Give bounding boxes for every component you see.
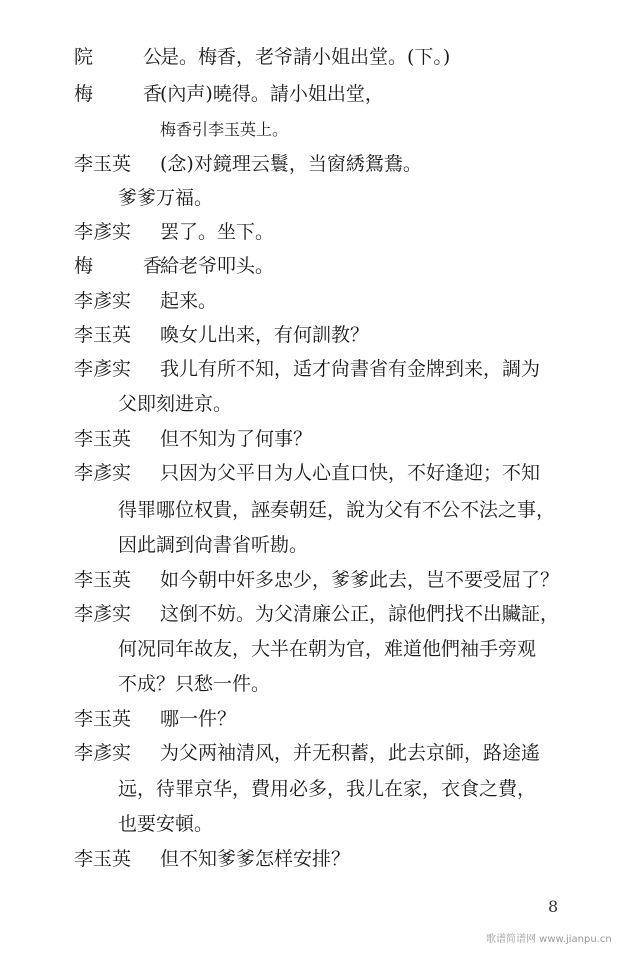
dialogue-text: 但不知为了何事？	[160, 428, 313, 450]
speaker-name: 李玉英	[74, 324, 132, 346]
script-line	[0, 667, 640, 701]
dialogue-continuation: 不成？只愁一件。	[118, 673, 271, 695]
speaker-name: 梅 香	[74, 83, 185, 105]
script-line	[0, 181, 640, 215]
script-line	[0, 702, 640, 736]
dialogue-continuation: 爹爹万福。	[118, 187, 214, 209]
script-line	[0, 284, 640, 318]
script-line	[0, 318, 640, 352]
script-line	[0, 40, 640, 74]
script-line	[0, 807, 640, 841]
speaker-name: 梅 香	[74, 255, 185, 277]
dialogue-text: 哪一件？	[160, 708, 237, 730]
dialogue-text: 給老爷叩头。	[160, 255, 275, 277]
speaker-name: 李玉英	[74, 153, 132, 175]
dialogue-text: 是。梅香，老爷請小姐出堂。(下。)	[160, 46, 451, 68]
script-line	[0, 528, 640, 562]
script-line	[0, 842, 640, 876]
dialogue-text: (念)对鏡理云鬟，当窗綉鴛鴦。	[160, 153, 422, 175]
stage-direction: 梅香引李玉英上。	[160, 120, 289, 139]
dialogue-text: 但不知爹爹怎样安排？	[160, 848, 351, 870]
script-line	[0, 387, 640, 421]
dialogue-text: 只因为父平日为人心直口快，不好逢迎；不知	[160, 462, 541, 484]
speaker-name: 李玉英	[74, 848, 132, 870]
dialogue-text: 我儿有所不知，适才尙書省有金牌到来，調为	[160, 358, 541, 380]
script-line	[0, 422, 640, 456]
script-line	[0, 215, 640, 249]
speaker-name: 李玉英	[74, 569, 132, 591]
script-line	[0, 772, 640, 806]
dialogue-continuation: 父即刻进京。	[118, 393, 233, 415]
script-line	[0, 147, 640, 181]
script-line	[0, 597, 640, 631]
dialogue-continuation: 得罪哪位权貴，誣奏朝廷，說为父有不公不法之事，	[118, 499, 556, 521]
page-number: 8	[548, 897, 559, 916]
script-line	[0, 456, 640, 490]
dialogue-continuation: 也要安頓。	[118, 813, 214, 835]
speaker-name: 院 公	[74, 46, 185, 68]
script-line	[0, 493, 640, 527]
dialogue-continuation: 何况同年故友，大半在朝为官，难道他們袖手旁观	[118, 638, 537, 660]
dialogue-text: 为父两袖清风，并无积蓄，此去京師，路途遙	[160, 742, 541, 764]
dialogue-text: 如今朝中奸多忠少，爹爹此去，岂不要受屈了？	[160, 569, 560, 591]
dialogue-continuation: 因此調到尙書省听勘。	[118, 534, 309, 556]
speaker-name: 李彥实	[74, 221, 132, 243]
script-line	[0, 77, 640, 111]
speaker-name: 李彥实	[74, 358, 132, 380]
script-line	[0, 736, 640, 770]
speaker-name: 李彥实	[74, 462, 132, 484]
speaker-name: 李玉英	[74, 708, 132, 730]
script-line	[0, 113, 640, 147]
speaker-name: 李彥实	[74, 290, 132, 312]
script-line	[0, 563, 640, 597]
script-line	[0, 249, 640, 283]
dialogue-text: 这倒不妨。为父清廉公正，諒他們找不出贜証，	[160, 603, 560, 625]
dialogue-continuation: 远，待罪京华，費用必多，我儿在家，衣食之費，	[118, 778, 537, 800]
dialogue-text: 罢了。坐下。	[160, 221, 275, 243]
dialogue-text: (內声)曉得。請小姐出堂，	[160, 83, 384, 105]
script-line	[0, 632, 640, 666]
site-watermark: 歌谱简谱网 www.jianpu.cn	[486, 934, 612, 945]
dialogue-text: 起来。	[160, 290, 218, 312]
speaker-name: 李玉英	[74, 428, 132, 450]
speaker-name: 李彥实	[74, 742, 132, 764]
speaker-name: 李彥实	[74, 603, 132, 625]
script-line	[0, 352, 640, 386]
dialogue-text: 喚女儿出来，有何訓教？	[160, 324, 370, 346]
